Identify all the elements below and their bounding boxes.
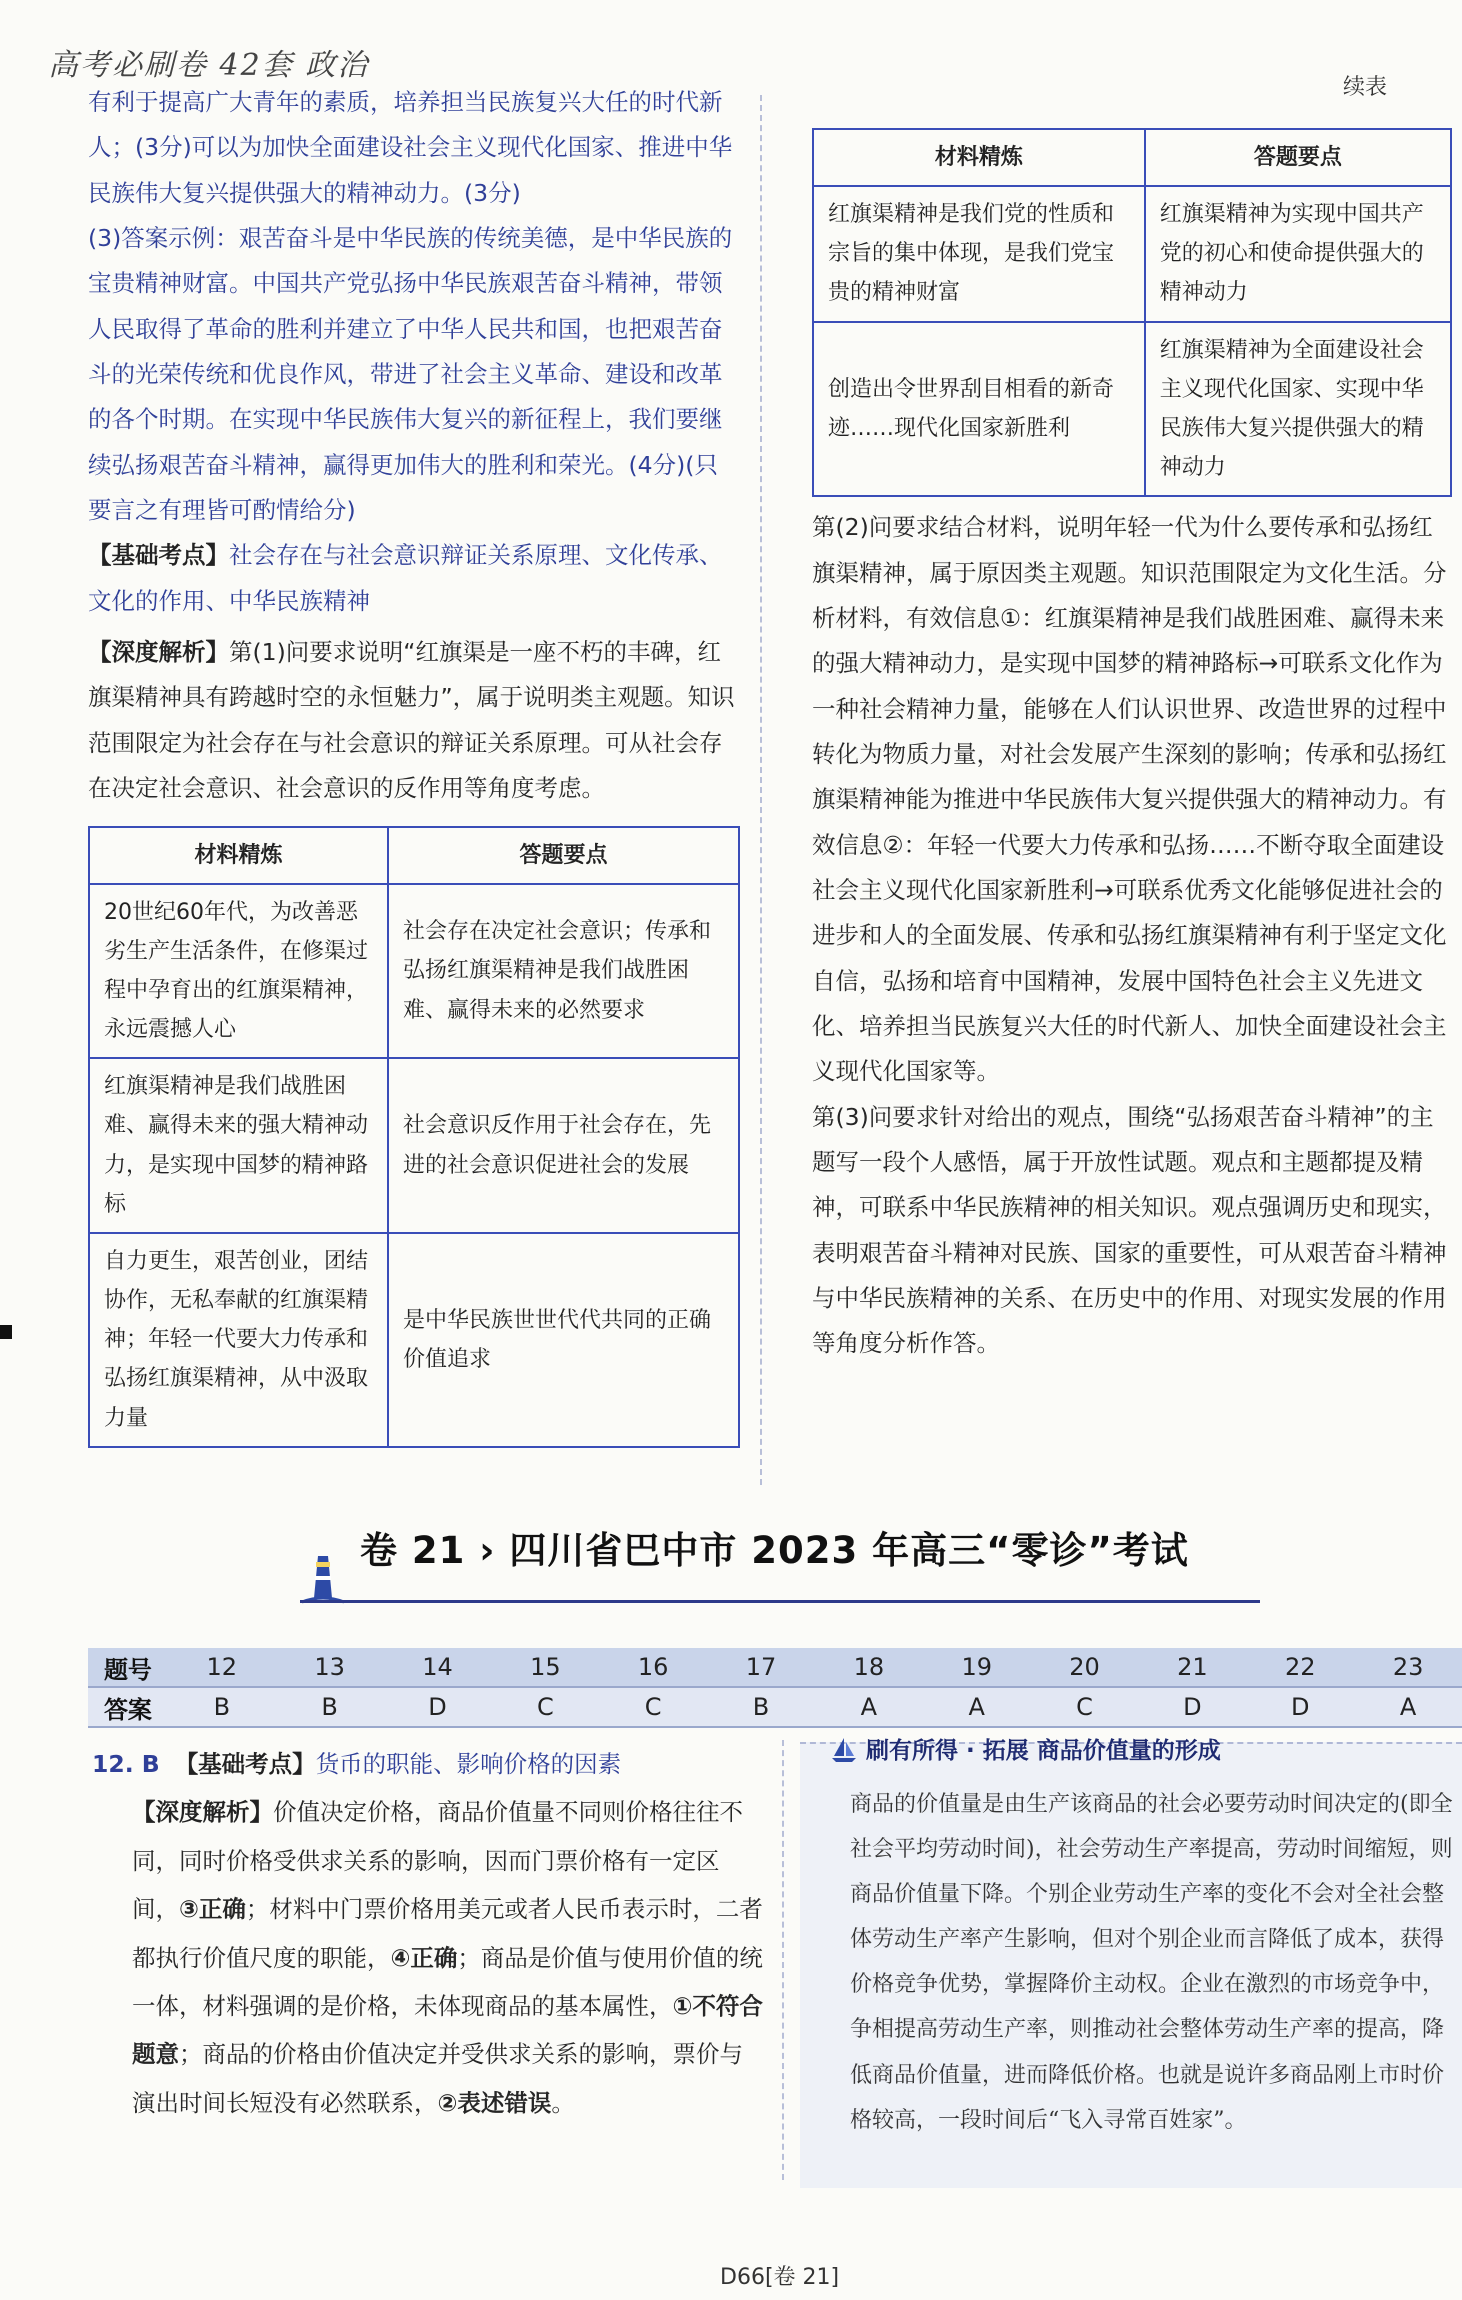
- question-number: 16: [637, 1653, 669, 1681]
- question-number: 14: [422, 1653, 453, 1681]
- continue-label: 续表: [1343, 75, 1388, 100]
- table-header: 材料精炼: [813, 129, 1145, 186]
- judgement: ③正确: [179, 1895, 246, 1924]
- section-underline: [300, 1600, 1260, 1603]
- table-cell: 社会意识反作用于社会存在，先进的社会意识促进社会的发展: [388, 1058, 739, 1233]
- question-number: 15: [530, 1653, 561, 1681]
- table-header: 答题要点: [1145, 129, 1451, 186]
- tip-body: 商品的价值量是由生产该商品的社会必要劳动时间决定的(即全社会平均劳动时间)，社会劳动生产率提高，劳动时间缩短，则商品价值量下降。个别企业劳动生产率的变化不会对全社会整体劳动生产率产生影响，但对个别企业而言降低了成本，获得价格竞争优势，掌握降价主动权。企业在激烈的市场竞争中，争相提高劳动生产率，则推动社会整体劳动生产率的提高，降低商品价值量，进而降低价格。也就是说许多商品刚上市时价格较高，一段时间后“飞入寻常百姓家”。: [850, 1792, 1453, 2133]
- answer-letter: D: [1183, 1693, 1202, 1721]
- judgement: ①不符合题意: [132, 1992, 763, 2069]
- answer-letter: B: [213, 1693, 231, 1721]
- deep-analysis: [88, 630, 740, 811]
- table-header: 答题要点: [388, 827, 739, 884]
- table-cell: 红旗渠精神是我们党的性质和宗旨的集中体现，是我们党宝贵的精神财富: [813, 186, 1145, 321]
- q12-number: 12. B: [92, 1750, 160, 1778]
- answer-table: [88, 1648, 1462, 1728]
- q12-header: [92, 1740, 764, 1788]
- table-cell: 自力更生，艰苦创业，团结协作，无私奉献的红旗渠精神；年轻一代要大力传承和弘扬红旗渠精神，从中汲取力量: [89, 1233, 388, 1447]
- table-cell: 创造出令世界刮目相看的新奇迹……现代化国家新胜利: [813, 322, 1145, 497]
- question-number: 13: [314, 1653, 345, 1681]
- analysis-text: ；材料中门票价格用美元或者人民币表示时，二者都执行价值尺度的职能，: [132, 1895, 763, 1972]
- analysis-text: 。: [551, 2088, 575, 2117]
- analysis-text: ；商品的价格由价值决定并受供求关系的影响，票价与演出时间长短没有必然联系，: [132, 2040, 743, 2117]
- judgement: ④正确: [390, 1943, 458, 1972]
- column-divider: [782, 1740, 784, 2180]
- question-number: 21: [1177, 1653, 1208, 1681]
- tip-title: 刷有所得 · 拓展 商品价值量的形成: [866, 1738, 1221, 1764]
- table-cell: 社会存在决定社会意识；传承和弘扬红旗渠精神是我们战胜困难、赢得未来的必然要求: [388, 884, 739, 1059]
- header-title: 高考必刷卷 42套 政治: [48, 48, 370, 83]
- table-cell: 是中华民族世世代代共同的正确价值追求: [388, 1233, 739, 1447]
- answer-letter: D: [1291, 1693, 1310, 1721]
- judgement: ②表述错误: [437, 2088, 552, 2117]
- page-tag: [卷 21]: [764, 2265, 840, 2290]
- q12-block: [92, 1740, 764, 2127]
- table-header: 材料精炼: [89, 827, 388, 884]
- answer-letter: C: [1076, 1693, 1093, 1721]
- right-material-table: [812, 128, 1452, 497]
- deep-tag: 【深度解析】: [132, 1798, 273, 1827]
- question-number: 20: [1069, 1653, 1100, 1681]
- table-cell: 红旗渠精神是我们战胜困难、赢得未来的强大精神动力，是实现中国梦的精神路标: [89, 1058, 388, 1233]
- question-number: 19: [961, 1653, 992, 1681]
- answer-letter: B: [321, 1693, 338, 1721]
- page-footer: [720, 2260, 839, 2291]
- table-cell: 20世纪60年代，为改善恶劣生产生活条件，在修渠过程中孕育出的红旗渠精神，永远震撼人心: [89, 884, 388, 1059]
- basic-tag: 【基础考点】: [174, 1750, 316, 1778]
- question-number: 18: [853, 1653, 885, 1681]
- column-divider: [760, 95, 762, 1485]
- sailboat-icon: [830, 1736, 858, 1764]
- answer-letter: B: [752, 1693, 770, 1721]
- question-number: 12: [206, 1653, 238, 1681]
- answer-paragraph-3: (3)答案示例：艰苦奋斗是中华民族的传统美德，是中华民族的宝贵精神财富。中国共产党弘扬中华民族艰苦奋斗精神，带领人民取得了革命的胜利并建立了中华人民共和国，也把艰苦奋斗的光荣传统和优良作风，带进了社会主义革命、建设和改革的各个时期。在实现中华民族伟大复兴的新征程上，我们要继续弘扬艰苦奋斗精神，赢得更加伟大的胜利和荣光。(4分)(只要言之有理皆可酌情给分): [88, 224, 733, 525]
- section-title: 卷 21 › 四川省巴中市 2023 年高三“零诊”考试: [360, 1529, 1189, 1572]
- analysis-q2: 第(2)问要求结合材料，说明年轻一代为什么要传承和弘扬红旗渠精神，属于原因类主观题。知识范围限定为文化生活。分析材料，有效信息①：红旗渠精神是我们战胜困难、赢得未来的强大精神动力，是实现中国梦的精神路标→可联系文化作为一种社会精神力量，能够在人们认识世界、改造世界的过程中转化为物质力量，对社会发展产生深刻的影响；传承和弘扬红旗渠精神能为推进中华民族伟大复兴提供强大的精神动力。有效信息②：年轻一代要大力传承和弘扬……不断夺取全面建设社会主义现代化国家新胜利→可联系优秀文化能够促进社会的进步和人的全面发展、传承和弘扬红旗渠精神有利于坚定文化自信，弘扬和培育中国精神，发展中国特色社会主义先进文化、培养担当民族复兴大任的时代新人、加快全面建设社会主义现代化国家等。: [812, 513, 1447, 1086]
- page-number: D66: [720, 2265, 765, 2290]
- deep-tag: 【深度解析】: [88, 638, 229, 667]
- left-material-table: [88, 826, 740, 1448]
- question-number-row: [88, 1648, 1462, 1686]
- table-cell: 红旗渠精神为实现中国共产党的初心和使命提供强大的精神动力: [1145, 186, 1451, 321]
- q12-analysis: [92, 1788, 764, 2127]
- question-number: 17: [745, 1653, 777, 1681]
- basic-text: 社会存在与社会意识辩证关系原理、文化传承、文化的作用、中华民族精神: [88, 541, 723, 615]
- left-column: [88, 80, 740, 1448]
- right-column: [812, 128, 1452, 1367]
- row-label: 题号: [103, 1655, 152, 1684]
- answer-paragraph-1: 有利于提高广大青年的素质，培养担当民族复兴大任的时代新人；(3分)可以为加快全面建设社会主义现代化国家、推进中华民族伟大复兴提供强大的精神动力。(3分): [88, 88, 733, 207]
- row-label: 答案: [103, 1695, 152, 1724]
- answer-letter: C: [644, 1693, 662, 1721]
- answer-letter: A: [860, 1693, 878, 1721]
- basic-tag: 【基础考点】: [88, 541, 229, 570]
- answer-letter: C: [536, 1693, 554, 1721]
- lighthouse-icon: [300, 1550, 346, 1606]
- deep-text: 第(1)问要求说明“红旗渠是一座不朽的丰碑，红旗渠精神具有跨越时空的永恒魅力”，属于说明类主观题。知识范围限定为社会存在与社会意识的辩证关系原理。可从社会存在决定社会意识、社会意识的反作用等角度考虑。: [88, 638, 735, 803]
- table-cell: 红旗渠精神为全面建设社会主义现代化国家、实现中华民族伟大复兴提供强大的精神动力: [1145, 322, 1451, 497]
- analysis-text: ；商品是价值与使用价值的统一体，材料强调的是价格，未体现商品的基本属性，: [132, 1943, 763, 2021]
- edge-marker: [0, 1325, 12, 1339]
- answer-letter: D: [428, 1693, 447, 1721]
- question-number: 22: [1284, 1653, 1316, 1681]
- answer-letter: A: [1399, 1693, 1417, 1721]
- answer-letter: A: [968, 1693, 985, 1721]
- analysis-text: 价值决定价格，商品价值量不同则价格往往不同，同时价格受供求关系的影响，因而门票价格有一定区间，: [132, 1798, 743, 1924]
- question-number: 23: [1392, 1653, 1424, 1681]
- basic-text: 货币的职能、影响价格的因素: [315, 1750, 622, 1778]
- analysis-q3: 第(3)问要求针对给出的观点，围绕“弘扬艰苦奋斗精神”的主题写一段个人感悟，属于开放性试题。观点和主题都提及精神，可联系中华民族精神的相关知识。观点强调历史和现实，表明艰苦奋斗精神对民族、国家的重要性，可从艰苦奋斗精神与中华民族精神的关系、在历史中的作用、对现实发展的作用等角度分析作答。: [812, 1102, 1447, 1358]
- basic-points: [88, 533, 740, 624]
- answer-row: [88, 1686, 1462, 1728]
